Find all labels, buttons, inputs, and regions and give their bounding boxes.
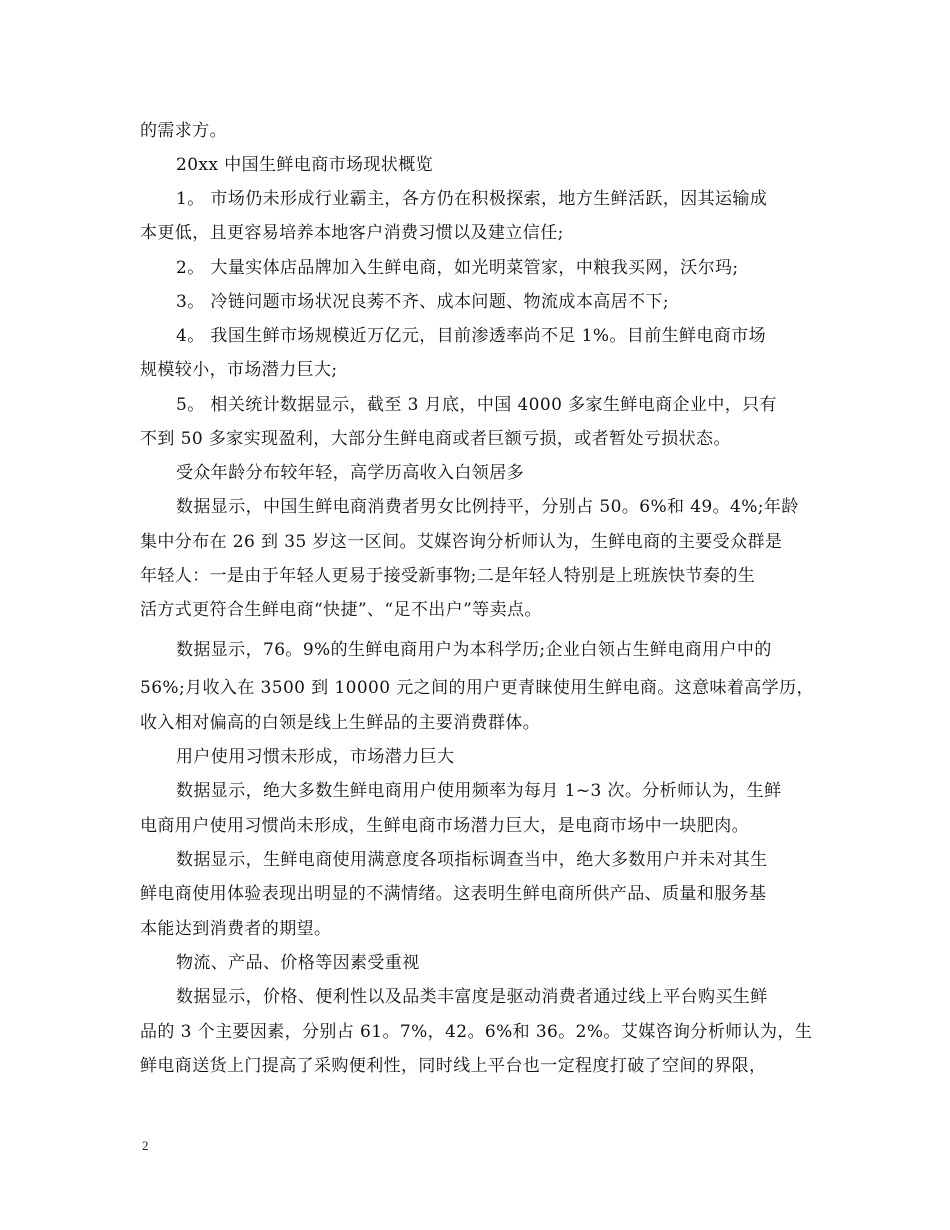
list-item-1: 1。 市场仍未形成行业霸主，各方仍在积极探索，地方生鲜活跃，因其运输成 bbox=[176, 189, 768, 209]
paragraph-line: 数据显示，生鲜电商使用满意度各项指标调查当中，绝大多数用户并未对其生 bbox=[176, 850, 768, 870]
section-heading-audience: 受众年龄分布较年轻，高学历高收入白领居多 bbox=[176, 463, 524, 483]
list-item-2: 2。 大量实体店品牌加入生鲜电商，如光明菜管家，中粮我买网，沃尔玛; bbox=[176, 258, 739, 278]
paragraph-line: 鲜电商送货上门提高了采购便利性，同时线上平台也一定程度打破了空间的界限， bbox=[140, 1056, 767, 1076]
list-item-5: 5。 相关统计数据显示，截至 3 月底，中国 4000 多家生鲜电商企业中，只有 bbox=[176, 395, 777, 415]
paragraph-line: 集中分布在 26 到 35 岁这一区间。艾媒咨询分析师认为，生鲜电商的主要受众群是 bbox=[140, 532, 783, 552]
section-heading-overview: 20xx 中国生鲜电商市场现状概览 bbox=[176, 155, 434, 175]
paragraph-line: 活方式更符合生鲜电商“快捷”、“足不出户”等卖点。 bbox=[140, 600, 542, 620]
paragraph-line: 本能达到消费者的期望。 bbox=[140, 919, 332, 939]
list-item-1-continuation: 本更低，且更容易培养本地客户消费习惯以及建立信任; bbox=[140, 223, 564, 243]
paragraph-line: 电商用户使用习惯尚未形成，生鲜电商市场潜力巨大，是电商市场中一块肥肉。 bbox=[140, 816, 749, 836]
list-item-4: 4。 我国生鲜市场规模近万亿元，目前渗透率尚不足 1%。目前生鲜电商市场 bbox=[176, 326, 766, 346]
paragraph-line: 收入相对偏高的白领是线上生鲜品的主要消费群体。 bbox=[140, 713, 541, 733]
paragraph-line: 鲜电商使用体验表现出明显的不满情绪。这表明生鲜电商所供产品、质量和服务基 bbox=[140, 884, 767, 904]
section-heading-usage: 用户使用习惯未形成，市场潜力巨大 bbox=[176, 747, 455, 767]
paragraph-line: 品的 3 个主要因素，分别占 61。7%，42。6%和 36。2%。艾媒咨询分析师认为，生 bbox=[140, 1022, 813, 1042]
paragraph-line: 数据显示，绝大多数生鲜电商用户使用频率为每月 1~3 次。分析师认为，生鲜 bbox=[176, 781, 782, 801]
paragraph-line: 56%;月收入在 3500 到 10000 元之间的用户更青睐使用生鲜电商。这意味着高学历， bbox=[140, 678, 814, 698]
section-heading-factors: 物流、产品、价格等因素受重视 bbox=[176, 953, 420, 973]
list-item-5-continuation: 不到 50 多家实现盈利，大部分生鲜电商或者巨额亏损，或者暂处亏损状态。 bbox=[140, 429, 731, 449]
paragraph-line: 数据显示，中国生鲜电商消费者男女比例持平，分别占 50。6%和 49。4%;年龄 bbox=[176, 497, 799, 517]
list-item-3: 3。 冷链问题市场状况良莠不齐、成本问题、物流成本高居不下; bbox=[176, 292, 669, 312]
text-line-continuation: 的需求方。 bbox=[140, 121, 227, 141]
paragraph-line: 数据显示，76。9%的生鲜电商用户为本科学历;企业白领占生鲜电商用户中的 bbox=[176, 640, 772, 660]
list-item-4-continuation: 规模较小，市场潜力巨大; bbox=[140, 360, 338, 380]
paragraph-line: 数据显示，价格、便利性以及品类丰富度是驱动消费者通过线上平台购买生鲜 bbox=[176, 987, 768, 1007]
page-number: 2 bbox=[142, 1138, 149, 1153]
paragraph-line: 年轻人：一是由于年轻人更易于接受新事物;二是年轻人特别是上班族快节奏的生 bbox=[140, 566, 756, 586]
